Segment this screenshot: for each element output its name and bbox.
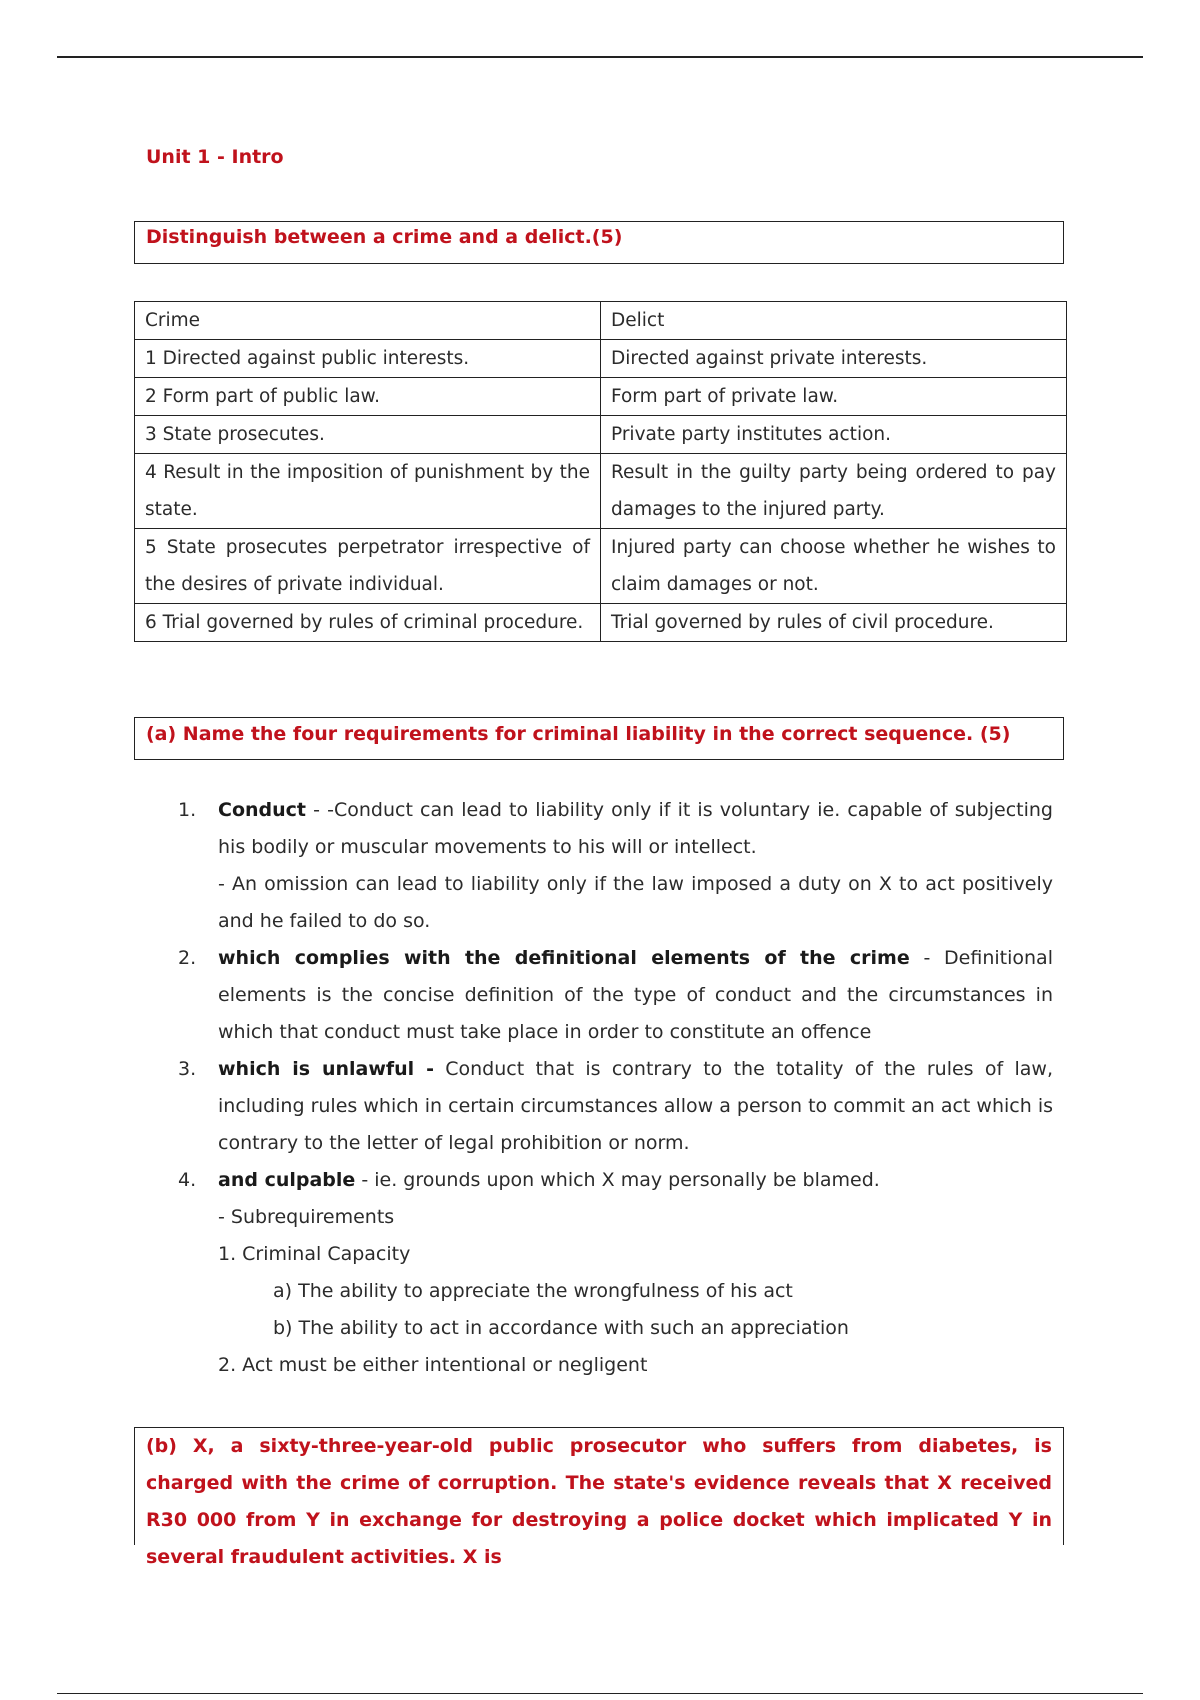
list-item-conduct bbox=[178, 792, 1053, 940]
list-item-definitional-elements bbox=[178, 940, 1053, 1051]
table-row bbox=[135, 454, 1067, 529]
table-header-row bbox=[135, 302, 1067, 340]
list-item-culpable bbox=[178, 1162, 1053, 1199]
table-cell-delict: Result in the guilty party being ordered to pay damages to the injured party. bbox=[601, 454, 1067, 529]
table-cell-delict: Injured party can choose whether he wishes to claim damages or not. bbox=[601, 529, 1067, 604]
table-row bbox=[135, 378, 1067, 416]
table-row bbox=[135, 416, 1067, 454]
unit-title: Unit 1 - Intro bbox=[146, 146, 284, 168]
requirement-term: which complies with the definitional elements of the crime bbox=[218, 947, 910, 969]
crime-delict-table bbox=[134, 301, 1067, 642]
list-number: 3. bbox=[178, 1058, 197, 1080]
table-cell-crime: 5 State prosecutes perpetrator irrespective of the desires of private individual. bbox=[135, 529, 601, 604]
table-cell-crime: 3 State prosecutes. bbox=[135, 416, 601, 454]
requirement-extra: - An omission can lead to liability only if the law imposed a duty on X to act positively and he failed to do so. bbox=[218, 873, 1053, 932]
requirement-text: - Definitional elements is the concise definition of the type of conduct and the circumstances in which that conduct must take place in order to constitute an offence bbox=[218, 947, 1053, 1043]
table-cell-crime: 2 Form part of public law. bbox=[135, 378, 601, 416]
table-cell-delict: Trial governed by rules of civil procedure. bbox=[601, 604, 1067, 642]
table-header-crime: Crime bbox=[135, 302, 601, 340]
requirement-term: Conduct bbox=[218, 799, 306, 821]
subrequirement-intent: 2. Act must be either intentional or negligent bbox=[218, 1354, 648, 1376]
subrequirement-capacity: 1. Criminal Capacity bbox=[218, 1243, 411, 1265]
table-cell-crime: 4 Result in the imposition of punishment by the state. bbox=[135, 454, 601, 529]
list-number: 2. bbox=[178, 947, 197, 969]
requirements-list bbox=[178, 792, 1053, 1384]
question-3-box: (b) X, a sixty-three-year-old public prosecutor who suffers from diabetes, is charged with the crime of corruption. The state's evidence reveals that X received R30 000 from Y in exchange for destroying a police docket which implicated Y in several fraudulent activities. X is bbox=[134, 1427, 1064, 1545]
table-cell-delict: Directed against private interests. bbox=[601, 340, 1067, 378]
requirement-text: - -Conduct can lead to liability only if it is voluntary ie. capable of subjecting his bodily or muscular movements to his will or intellect. bbox=[218, 799, 1053, 858]
question-2-box: (a) Name the four requirements for criminal liability in the correct sequence. (5) bbox=[134, 717, 1064, 760]
table-cell-crime: 6 Trial governed by rules of criminal procedure. bbox=[135, 604, 601, 642]
table-cell-delict: Private party institutes action. bbox=[601, 416, 1067, 454]
table-cell-crime: 1 Directed against public interests. bbox=[135, 340, 601, 378]
table-header-delict: Delict bbox=[601, 302, 1067, 340]
table-cell-delict: Form part of private law. bbox=[601, 378, 1067, 416]
subrequirement-a: a) The ability to appreciate the wrongfulness of his act bbox=[273, 1280, 793, 1302]
table-row bbox=[135, 604, 1067, 642]
bottom-rule bbox=[57, 1693, 1143, 1694]
requirement-term: and culpable bbox=[218, 1169, 356, 1191]
table-row bbox=[135, 529, 1067, 604]
table-row bbox=[135, 340, 1067, 378]
subrequirement-b: b) The ability to act in accordance with such an appreciation bbox=[273, 1317, 849, 1339]
list-item-unlawful bbox=[178, 1051, 1053, 1162]
requirement-term: which is unlawful - bbox=[218, 1058, 434, 1080]
question-1-box: Distinguish between a crime and a delict.(5) bbox=[134, 221, 1064, 264]
requirement-text: Conduct that is contrary to the totality of the rules of law, including rules which in certain circumstances allow a person to commit an act which is contrary to the letter of legal prohibition or norm. bbox=[218, 1058, 1053, 1154]
top-rule bbox=[57, 56, 1143, 58]
subrequirements-heading: - Subrequirements bbox=[218, 1206, 395, 1228]
requirement-text: - ie. grounds upon which X may personally be blamed. bbox=[355, 1169, 880, 1191]
list-number: 4. bbox=[178, 1169, 197, 1191]
list-number: 1. bbox=[178, 799, 197, 821]
